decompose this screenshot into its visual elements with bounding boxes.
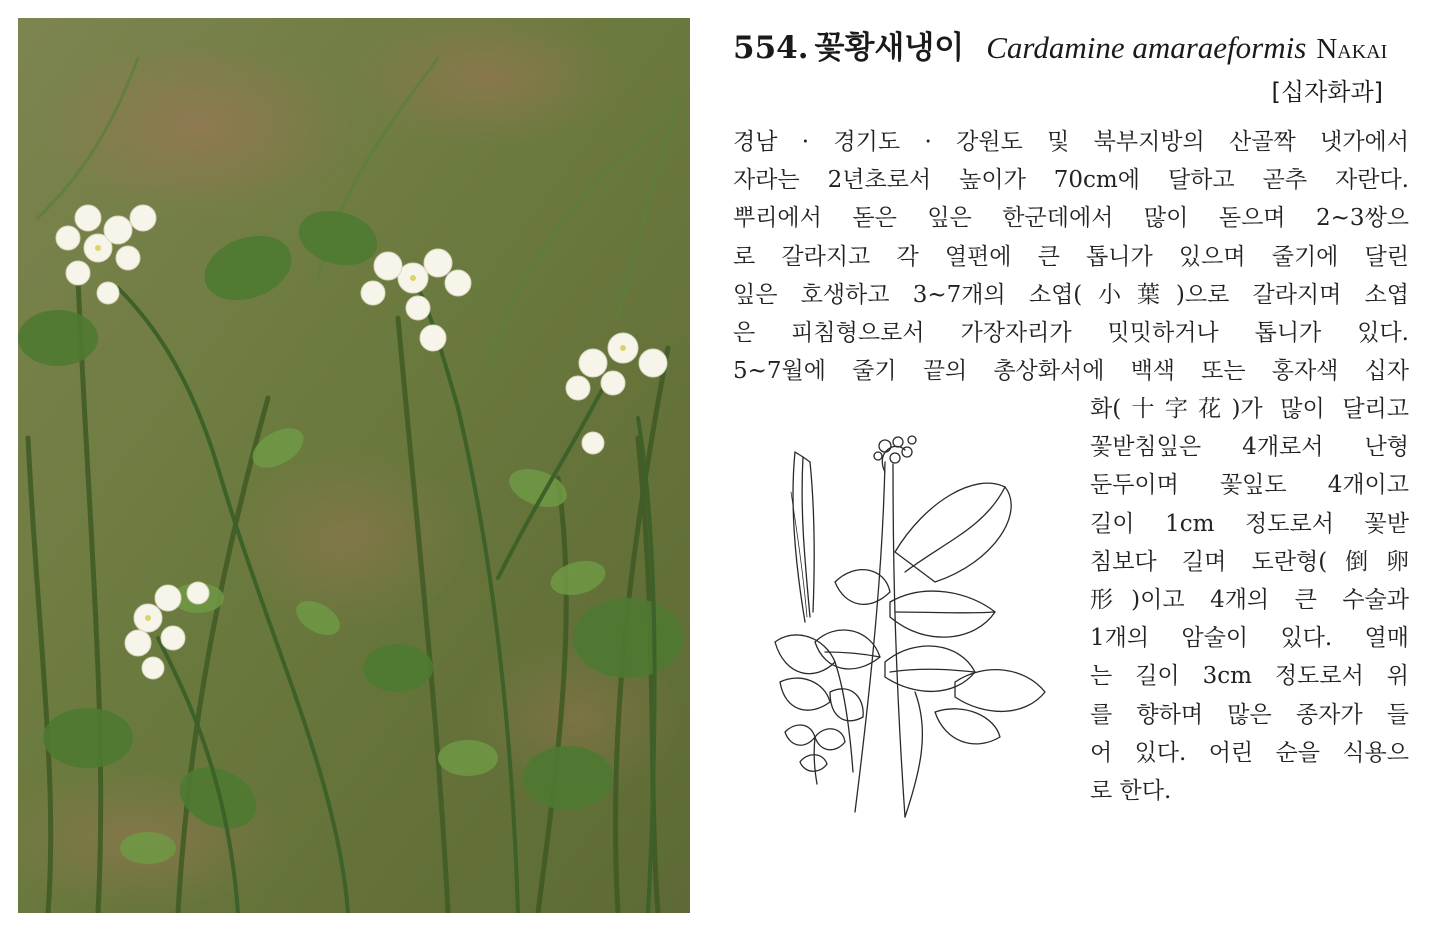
scientific-name: Cardamine amaraeformis	[986, 30, 1307, 65]
description-line: 잎은 호생하고 3~7개의 소엽(小葉)으로 갈라지며 소엽	[733, 281, 1409, 308]
description-line: 경남 · 경기도 · 강원도 및 북부지방의 산골짝 냇가에서	[733, 129, 1409, 155]
description-line: 로 갈라지고 각 열편에 큰 톱니가 있으며 줄기에 달린	[733, 243, 1409, 270]
entry-heading	[733, 22, 1403, 74]
description-line: 어 있다. 어린 순을 식용으	[1090, 739, 1409, 766]
description-line: 로 한다.	[1090, 778, 1172, 805]
description-line: 5~7월에 줄기 끝의 총상화서에 백색 또는 홍자색 십자	[733, 358, 1409, 385]
description-line: 둔두이며 꽃잎도 4개이고	[1090, 472, 1409, 499]
description-narrow	[1090, 390, 1409, 810]
botanical-line-drawing	[755, 432, 1055, 822]
description-line: 침보다 길며 도란형(倒卵	[1090, 548, 1409, 575]
plant-photograph	[18, 18, 690, 913]
korean-name: 꽃황새냉이	[814, 30, 965, 66]
author-name: Nakai	[1316, 33, 1388, 65]
entry-number: 554.	[733, 30, 809, 66]
description-line: 화(十字花)가 많이 달리고	[1090, 396, 1409, 422]
description-line: 길이 1cm 정도로서 꽃받	[1090, 510, 1409, 537]
description-line: 은 피침형으로서 가장자리가 밋밋하거나 톱니가 있다.	[733, 320, 1409, 347]
description-full	[733, 123, 1409, 390]
family-name: [십자화과]	[1271, 78, 1383, 106]
description-line: 1개의 암술이 있다. 열매	[1090, 625, 1409, 652]
description-line: 뿌리에서 돋은 잎은 한군데에서 많이 돋으며 2~3쌍으	[733, 205, 1409, 232]
description-line: 꽃받침잎은 4개로서 난형	[1090, 434, 1409, 461]
description-line: 形)이고 4개의 큰 수술과	[1090, 587, 1409, 614]
description-line: 자라는 2년초로서 높이가 70cm에 달하고 곧추 자란다.	[733, 167, 1409, 194]
description-line: 는 길이 3cm 정도로서 위	[1090, 663, 1409, 690]
description-line: 를 향하며 많은 종자가 들	[1090, 701, 1409, 728]
